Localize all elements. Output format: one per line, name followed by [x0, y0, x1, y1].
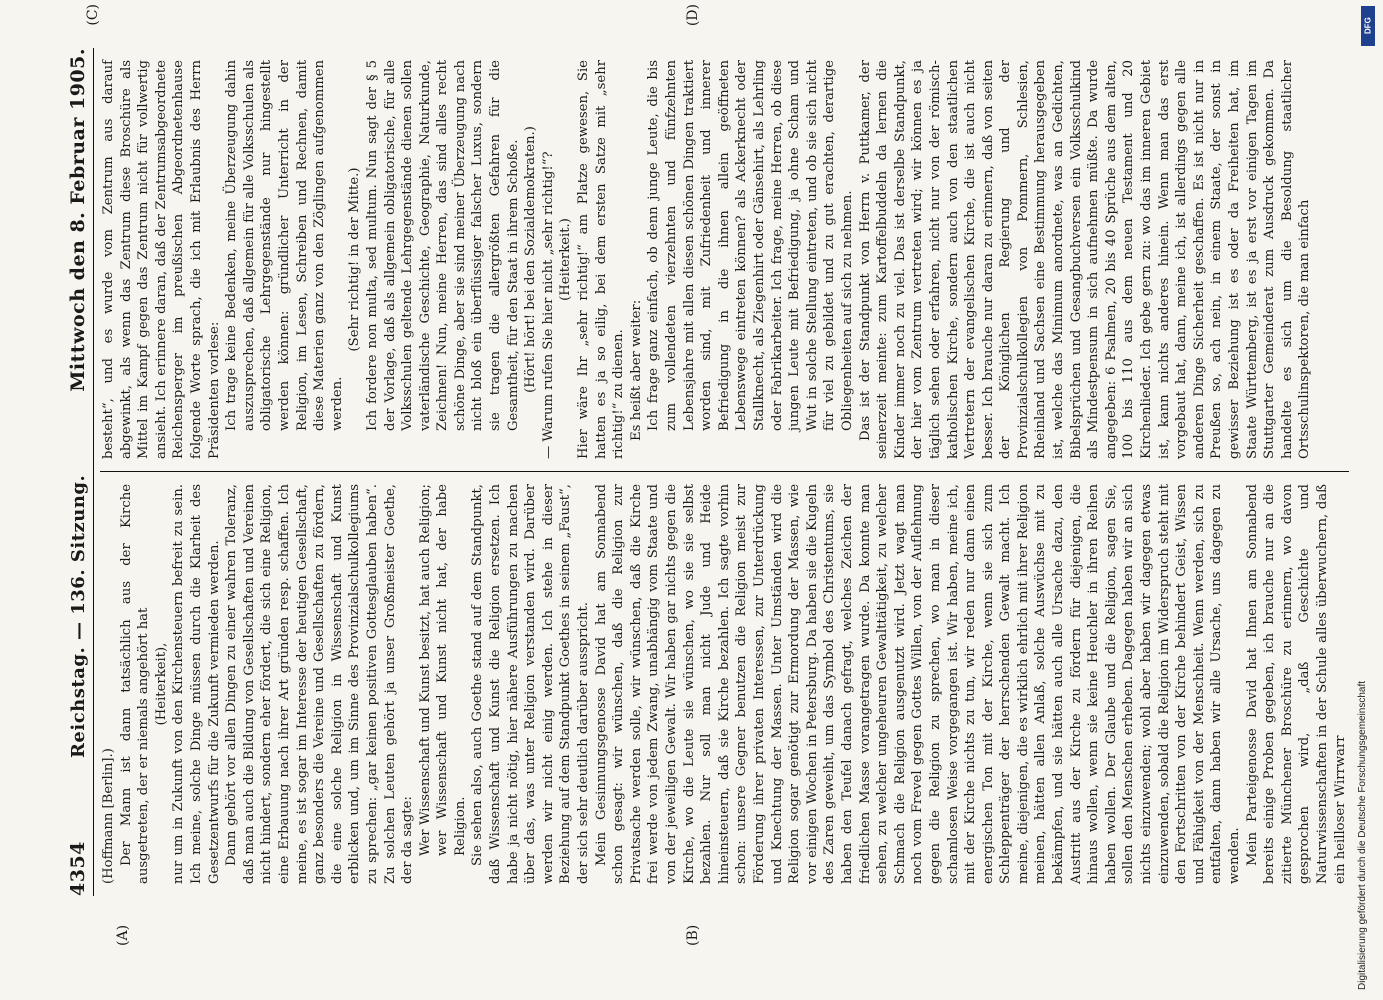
page-number: 4354	[67, 841, 89, 896]
paragraph: Das ist der Standpunkt von Herrn v. Puttkamer, der seinerzeit meinte: zum Kartoffelbuddeln da lernen die Kinder immer noch zu viel. Das ist derselbe Standpunkt, der hier vom Zentrum vertreten wird; wir können es ja täglich sehen oder erfahren, nicht nur von der römisch-katholischen Kirche, sondern auch von den staatlichen Vertretern der evangelischen Kirche, die ist auch nicht besser. Ich brauche nur daran zu erinnern, daß von seiten der Königlichen Regierung und der Provinzialschulkollegien von Pommern, Schlesien, Rheinland und Sachsen eine Bestimmung herausgegeben ist, welche das Minimum anordnete, was an Gedichten, Bibelsprüchen und Gesangbuchversen ein Volksschulkind als Mindestpensum in sich aufnehmen müßte. Da wurde angegeben: 6 Psalmen, 20 bis 40 Sprüche aus dem alten, 100 bis 110 aus dem neuen Testament und 20 Kirchenlieder. Ich gebe gern zu: wo das im inneren Gebiet ist, kann nichts anderes hinein. Wenn man das erst vorgebaut hat, dann, meine ich, ist allerdings gegen alle anderen Dinge Sicherheit geschaffen. Es ist nicht nur in Preußen so, ach nein, in einem Staate, der sonst in gewisser Beziehung ist es oder da Freiheiten hat, im Staate Württemberg, ist es ja erst vor einigen Tagen im Stuttgarter Gemeinderat zum Ausdruck gekommen. Da handelte es sich um die Besoldung staatlicher Ortsschulinspektoren, die man einfach	[857, 60, 1313, 459]
interjection: (Hört! hört! bei den Sozialdemokraten.)	[523, 126, 539, 393]
quotation: Ich trage keine Bedenken, meine Überzeugung dahin auszusprechen, daß allgemein für alle Volksschulen als obligatorische Lehrgegenstände nur hingestellt werden können: gründlicher Unterricht in der Religion, im Lesen, Schreiben und Rechnen, damit diese Materien ganz von den Zöglingen aufgenommen werden.	[224, 60, 345, 431]
paragraph: nur um in Zukunft von den Kirchensteuern befreit zu sein. Ich meine, solche Dinge müssen durch die Klarheit des Gesetzentwurfs für die Zukunft vermieden werden.	[171, 484, 222, 884]
session-title: Reichstag. — 136. Sitzung.	[68, 474, 89, 759]
margin-mark-a: (A)	[115, 924, 131, 946]
paragraph: Es heißt aber weiter:	[628, 299, 644, 441]
left-column	[100, 472, 1349, 896]
paragraph: Mein Parteigenosse David hat Ihnen am Sonnabend bereits einige Proben gegeben, ich brauche nur an die zitierte Münchener Broschüre zu erinnern, wo davon gesprochen wird, „daß Geschichte und Naturwissenschaften in der Schule alles überwuchern, daß ein heilloser Wirrwarr	[1244, 484, 1348, 884]
quotation: Ich fordere non multa, sed multum. Nun sagt der § 5 der Vorlage, daß als allgemein obligatorische, für alle Volksschulen geltende Lehrgegenstände dienen sollen vaterländische Geschichte, Geographie, Naturkunde, Zeichnen! Nun, meine Herren, das sind alles recht schöne Dinge, aber sie sind meiner Überzeugung nach nicht bloß ein überflüssiger falscher Luxus, sondern sie tragen die allergrößten Gefahren für die Gesamtheit, für den Staat in ihrem Schoße.	[364, 60, 521, 431]
speaker-label: (Hoffmann [Berlin].)	[101, 748, 116, 884]
rotated-page	[45, 0, 1348, 950]
quotation: Wer Wissenschaft und Kunst besitzt, hat auch Religion; wer Wissenschaft und Kunst nicht hat, der habe Religion.	[417, 484, 468, 856]
margin-mark-b: (B)	[685, 924, 701, 946]
page-header	[67, 48, 94, 896]
paragraph: Hier wäre Ihr „sehr richtig!“ am Platze gewesen, Sie hatten es ja so eilig, bei dem ersten Satze mit „sehr richtig!“ zu dienen.	[576, 60, 627, 459]
paragraph: Mein Gesinnungsgenosse David hat am Sonnabend schon gesagt: wir wünschen, daß die Religion zur Privatsache werden solle, wir wünschen, daß die Kirche frei werde von jedem Zwang, unabhängig vom Staate und von der jeweiligen Gewalt. Wir haben gar nichts gegen die Kirche, wo die Leute sie wünschen, wo sie sie selbst bezahlen. Nur soll man nicht Jude und Heide hineinsteuern, daß sie Kirche bezahlen. Ich sagte vorhin schon: unsere Gegner benutzen die Religion meist zur Förderung ihrer privaten Interessen, zur Unterdrückung und Knechtung der Massen. Unter Umständen wird die Religion sogar genötigt zur Ermordung der Massen, wie vor einigen Wochen in Petersburg. Da haben sie die Kugeln des Zaren geweiht, um das Symbol des Christentums, sie haben den Teufel danach gefragt, welches Zeichen der friedlichen Masse vorangetragen wurde. Da konnte man sehen, zu welcher ungeheuren Gewalttätigkeit, zu welcher Schmach die Religion ausgenutzt wird. Jetzt wagt man noch vom Frevel gegen Gottes Willen, von der Auflehnung gegen die Religion zu sprechen, wo man in dieser schamlosen Weise vorgegangen ist. Wir haben, meine ich, mit der Kirche nichts zu tun, wir reden nur dann einen energischen Ton mit der Kirche, wenn sie sich zum Schleppenträger der herrschenden Gewalt macht. Ich meine, diejenigen, die es wirklich ehrlich mit ihrer Religion meinen, hätten allen Anlaß, solche Auswüchse mit zu bekämpfen, und sie hätten auch alle Ursache dazu, den Austritt aus der Kirche zu fördern für diejenigen, die hinaus wollen, wenn sie keine Heuchler in ihren Reihen haben wollen. Der Glaube und die Religion, sagen Sie, sollen den Menschen erheben. Dagegen haben wir an sich nichts einzuwenden; wohl aber haben wir dagegen etwas einzuwenden, sobald die Religion im Widerspruch steht mit den Fortschritten von der Kirche behindert Geist, Wissen und Fähigkeit von der Menschheit. Wenn werden, sich zu entfalten, dann haben wir alle Ursache, uns dagegen zu wenden.	[593, 484, 1242, 884]
interjection: (Sehr richtig! in der Mitte.)	[347, 167, 363, 352]
session-date: Mittwoch den 8. Februar 1905.	[67, 48, 89, 392]
interjection: (Heiterkeit),	[153, 642, 169, 726]
paragraph: — Warum rufen Sie hier nicht „sehr richtig!“?	[540, 151, 556, 459]
dfg-logo: DFG	[1361, 6, 1375, 46]
paragraph: Der Mann ist dann tatsächlich aus der Kirche ausgetreten, der er niemals angehört hat	[118, 484, 152, 884]
interjection: (Heiterkeit.)	[558, 218, 574, 301]
credit-text: Digitalisierung gefördert durch die Deutsche Forschungsgemeinschaft	[1357, 680, 1368, 990]
paragraph: Sie sehen also, auch Goethe stand auf dem Standpunkt, daß Wissenschaft und Kunst die Religion ersetzen. Ich habe ja nicht nötig, hier nähere Ausführungen zu machen über das, was unter Religion verstanden wird. Darüber werden wir nicht einig werden. Ich stehe in dieser Beziehung auf dem Standpunkt Goethes in seinem „Faust“, der sich sehr deutlich darüber ausspricht.	[470, 484, 592, 884]
paragraph: besteht“, und es wurde vom Zentrum aus darauf abgewinkt, als wenn das Zentrum diese Broschüre als Mittel im Kampf gegen das Zentrum nicht für vollwertig ansieht. Ich erinnere daran, daß der Zentrumsabgeordnete Reichensperger im preußischen Abgeordnetenhause folgende Worte sprach, die ich mit Erlaubnis des Herrn Präsidenten vorlese:	[101, 60, 222, 459]
digitization-credit	[1355, 0, 1379, 1000]
quotation: Ich frage ganz einfach, ob denn junge Leute, die bis zum vollendeten vierzehnten und fünfzehnten Lebensjahre mit allen diesen schönen Dingen traktiert worden sind, mit Zufriedenheit und innerer Befriedigung in die ihnen allein geöffneten Lebenswege eintreten können? als Ackerknecht oder Stallknecht, als Ziegenhirt oder Gänsehirt, als Lehrling oder Fabrikarbeiter. Ich frage, meine Herren, ob diese jungen Leute mit Befriedigung, ja ohne Scham und Wut in solche Stellung eintreten, und ob sie sich nicht für viel zu gebildet und zu gut erachten, derartige Obliegenheiten auf sich zu nehmen.	[646, 60, 855, 431]
paragraph: Dann gehört vor allen Dingen zu einer wahren Toleranz, daß man auch die Bildung von Gesellschaften und Vereinen nicht hindert, sondern eher fördert, die sich eine Religion, eine Erbauung nach ihrer Art gründen resp. schaffen. Ich meine, es ist sogar im Interesse der heutigen Gesellschaft, ganz besonders die Vereine und Gesellschaften zu fördern, die eine solche Religion in Wissenschaft und Kunst erblicken und, um im Sinne des Provinzialschulkollegiums zu sprechen: „gar keinen positiven Gottesglauben haben“. Zu solchen Leuten gehört ja unser Großmeister Goethe, der da sagte:	[224, 484, 416, 884]
margin-mark-d: (D)	[685, 4, 701, 27]
margin-mark-c: (C)	[85, 4, 101, 26]
right-column	[100, 48, 1349, 472]
